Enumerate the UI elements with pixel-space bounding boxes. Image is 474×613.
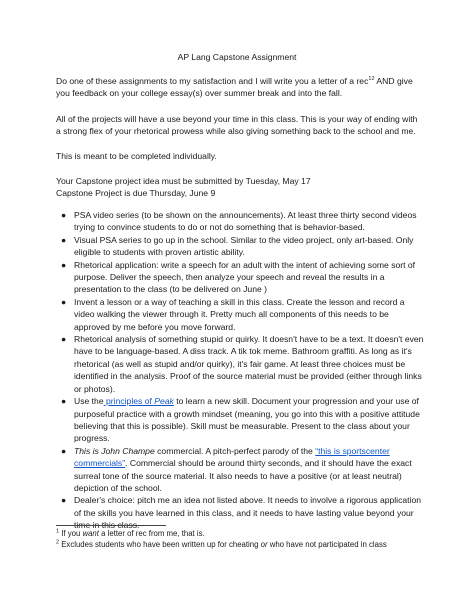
list-item bbox=[56, 259, 424, 296]
footnote-text: Excludes students who have been written up for cheating bbox=[59, 540, 261, 549]
intro-text-end: AND give you feedback on your college essay(s) over summer break and into the fall. bbox=[56, 76, 413, 99]
option-text: Rhetorical analysis of something stupid or quirky. It doesn't have to be a text. It doesn't even have to be language-based. A diss track. A tik tok meme. Bathroom graffiti. As long as it's rhetorical (as well as stupid and/or quirky), it's fair game. At least three choices must be identified in the analysis. Proof of the source material must be provided (either through links or photos). bbox=[74, 334, 424, 394]
peak-link-text: principles of bbox=[103, 396, 155, 407]
option-text: Dealer's choice: pitch me an idea not listed above. It needs to involve a rigorous application of the skills you have learned in this class, and it needs to have lasting value beyond your time in this class. bbox=[74, 495, 422, 531]
option-text: PSA video series (to be shown on the announcements). At least three thirty second videos trying to convince students to do or not do something that is behavior-based. bbox=[74, 210, 417, 233]
peak-principles-link[interactable] bbox=[104, 396, 174, 406]
footnote-1 bbox=[56, 528, 456, 539]
list-item bbox=[56, 234, 424, 259]
footnote-text: who have not participated in class bbox=[267, 540, 387, 549]
list-item bbox=[56, 296, 424, 333]
footnote-italic: want bbox=[82, 529, 99, 538]
list-item bbox=[56, 209, 424, 234]
option-text: Rhetorical application: write a speech for an adult with the intent of achieving some sort of purpose. Deliver the speech, then analyze your speech and reveal the results in a presentation to the class (to be delivered on June ) bbox=[74, 259, 416, 295]
footnote-2 bbox=[56, 539, 456, 550]
champte-text-end: . Commercial should be around thirty seconds, and it should have the exact surreal tone of the source material. It also needs to have a positive (or at least neutral) depiction of the school. bbox=[74, 458, 412, 493]
champte-italic: This is John Champe bbox=[74, 445, 155, 456]
document-title: AP Lang Capstone Assignment bbox=[177, 52, 297, 62]
peak-text-end: to learn a new skill. Document your progression and your use of purposeful practice with a growth mindset (meaning, you go into this with a positive attitude believing that this is possible). Skill must be measurable. Present to the class about your progress. bbox=[74, 396, 420, 444]
bullet-icon: ● bbox=[61, 210, 67, 220]
footnote-number: 2 bbox=[56, 539, 60, 546]
option-text: Invent a lesson or a way of teaching a skill in this class. Create the lesson and record a video walking the viewer through it. Pretty much all components of this needs to be approved by me before you move forward. bbox=[74, 296, 405, 332]
footnote-text: If you bbox=[59, 529, 83, 538]
list-item-champte bbox=[56, 445, 424, 495]
footnote-text: a letter of rec from me, that is. bbox=[98, 529, 205, 538]
footnote-italic: or bbox=[260, 540, 268, 549]
list-item-peak bbox=[56, 395, 424, 445]
due-deadline: Capstone Project is due Thursday, June 9 bbox=[56, 188, 216, 198]
purpose-paragraph: All of the projects will have a use beyond your time in this class. This is your way of ending with a strong flex of your rhetorical prowess while also giving something back to the school and me. bbox=[56, 114, 418, 137]
intro-text-start: Do one of these assignments to my satisfaction and I will write you a letter of a rec bbox=[56, 76, 369, 86]
bullet-icon: ● bbox=[61, 296, 67, 307]
bullet-icon: ● bbox=[61, 396, 67, 407]
bullet-icon: ● bbox=[61, 445, 67, 456]
champte-text-start: commercial. A pitch-perfect parody of the bbox=[154, 445, 316, 456]
footnote-ref-12[interactable]: 12 bbox=[368, 76, 375, 83]
bullet-icon: ● bbox=[61, 334, 67, 345]
peak-link-italic: Peak bbox=[154, 396, 174, 407]
sportscenter-link[interactable]: “this is sportscenter commercials” bbox=[74, 445, 390, 469]
peak-text-start: Use the bbox=[74, 396, 104, 407]
option-text: Visual PSA series to go up in the school. Similar to the video project, only art-based. Only eligible to students with proven artistic ability. bbox=[74, 234, 414, 258]
idea-deadline: Your Capstone project idea must be submitted by Tuesday, May 17 bbox=[56, 176, 311, 186]
individual-note: This is meant to be completed individually. bbox=[56, 151, 217, 161]
footnote-divider bbox=[56, 525, 166, 526]
bullet-icon: ● bbox=[61, 234, 67, 245]
bullet-icon: ● bbox=[61, 259, 67, 270]
list-item bbox=[56, 333, 424, 395]
bullet-icon: ● bbox=[61, 495, 67, 506]
intro-paragraph bbox=[56, 75, 424, 100]
footnote-number: 1 bbox=[56, 528, 60, 535]
